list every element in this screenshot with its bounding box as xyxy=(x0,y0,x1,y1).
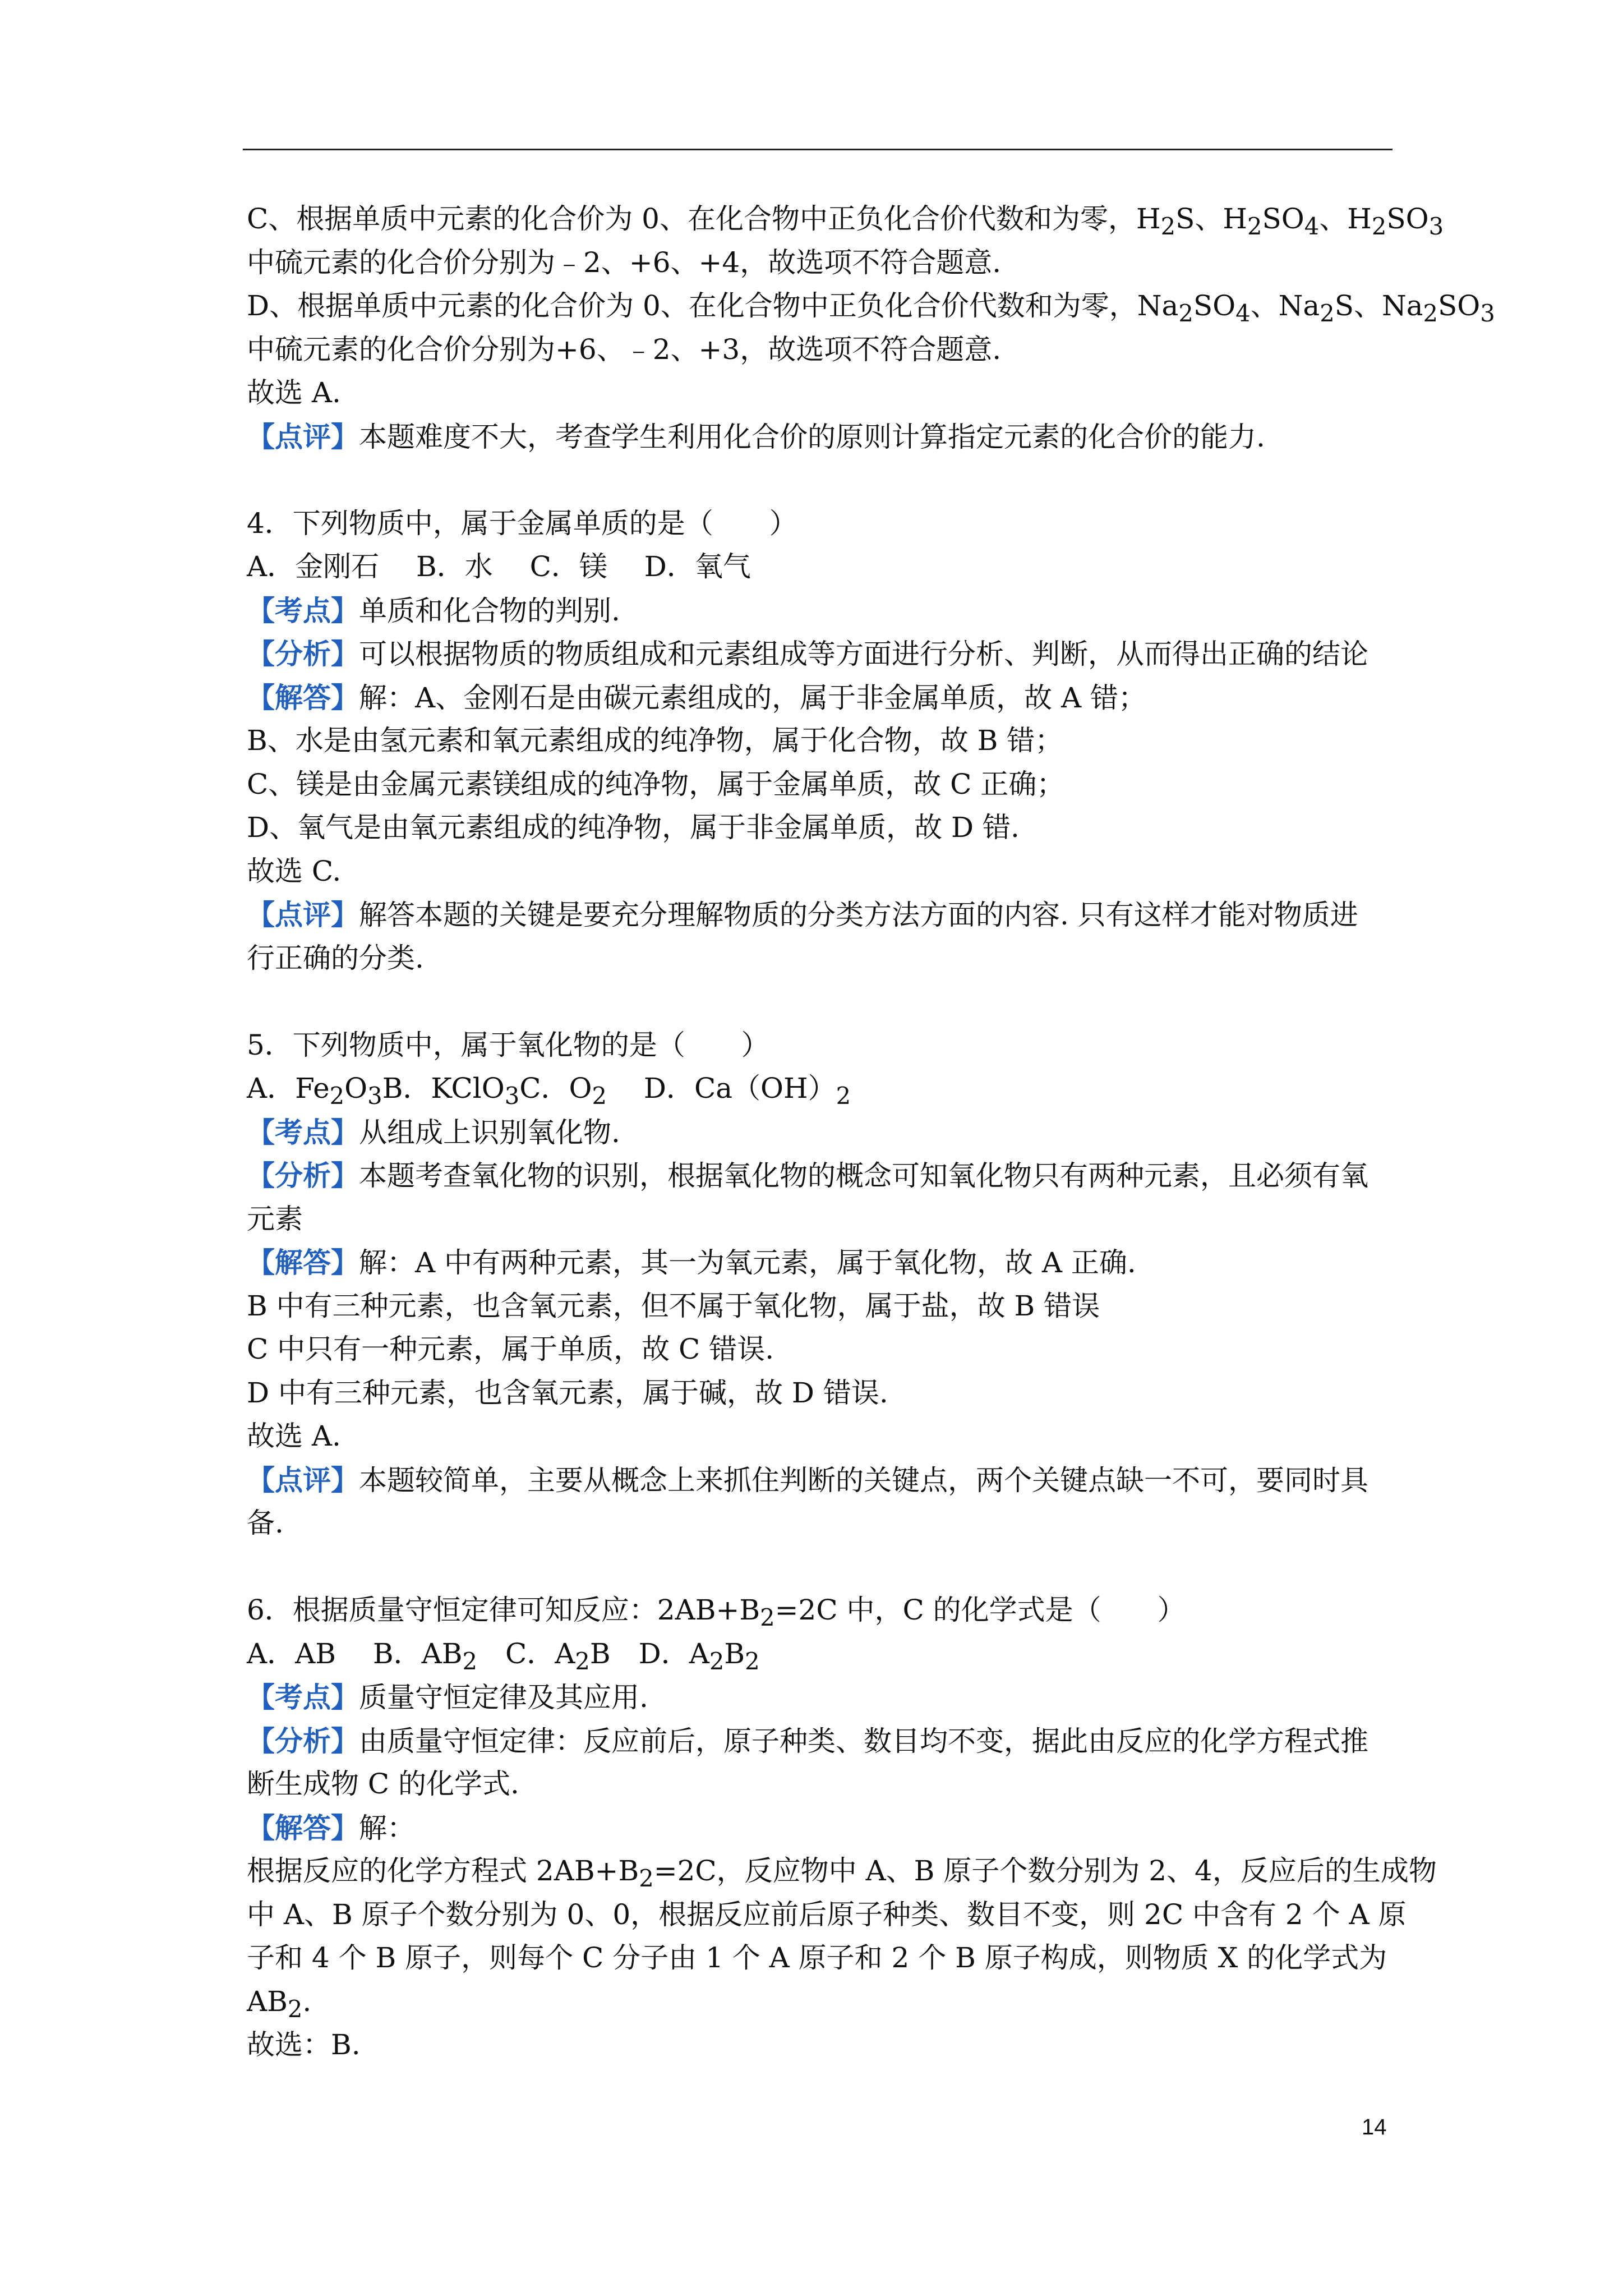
q4-line-c: C、镁是由金属元素镁组成的纯净物，属于金属单质，故 C 正确； xyxy=(247,767,1065,800)
q5-jieda: 【解答】解：A 中有两种元素，其一为氧元素，属于氧化物，故 A 正确. xyxy=(247,1246,1136,1279)
dianping-tag: 【点评】 xyxy=(247,420,359,453)
q6-stem: 6．根据质量守恒定律可知反应：$2AB+B_2=2C$ 中，C 的化学式是（ ） xyxy=(247,1594,1186,1631)
q5-fenxi-2: 元素 xyxy=(247,1202,303,1235)
q3-d-line-2: 中硫元素的化合价分别为+6、﹣2、+3，故选项不符合题意. xyxy=(247,333,1002,366)
jieda-tag: 【解答】 xyxy=(247,1811,359,1844)
q4-fenxi: 【分析】可以根据物质的物质组成和元素组成等方面进行分析、判断，从而得出正确的结论 xyxy=(247,637,1368,670)
q5-dianping-1: 【点评】本题较简单，主要从概念上来抓住判断的关键点，两个关键点缺一不可，要同时具 xyxy=(247,1463,1368,1497)
q5-dianping-2: 备. xyxy=(247,1507,284,1539)
fenxi-tag: 【分析】 xyxy=(247,1724,359,1757)
q5-line-c: C 中只有一种元素，属于单质，故 C 错误. xyxy=(247,1333,774,1365)
jieda-tag: 【解答】 xyxy=(247,680,359,714)
dianping-tag: 【点评】 xyxy=(247,1463,359,1497)
q4-line-b: B、水是由氢元素和氧元素组成的纯净物，属于化合物，故 B 错； xyxy=(247,724,1063,757)
q4-options: A．金刚石 B．水 C．镁 D．氧气 xyxy=(247,550,751,583)
fenxi-tag: 【分析】 xyxy=(247,637,359,670)
kaodian-tag: 【考点】 xyxy=(247,1115,359,1149)
jieda-tag: 【解答】 xyxy=(247,1246,359,1279)
q5-fenxi-1: 【分析】本题考查氧化物的识别，根据氧化物的概念可知氧化物只有两种元素，且必须有氧 xyxy=(247,1159,1368,1192)
q3-c-line-1: C、根据单质中元素的化合价为 0、在化合物中正负化合价代数和为零，$H_2S$、$H_2SO_4$、$H_2SO_3$ xyxy=(247,203,1444,240)
q6-kaodian: 【考点】质量守恒定律及其应用. xyxy=(247,1681,648,1714)
q5-stem: 5．下列物质中，属于氧化物的是（ ） xyxy=(247,1028,769,1061)
q4-dianping-1: 【点评】解答本题的关键是要充分理解物质的分类方法方面的内容. 只有这样才能对物质进 xyxy=(247,898,1358,931)
page-number: 14 xyxy=(1362,2115,1387,2139)
dianping-tag: 【点评】 xyxy=(247,898,359,931)
fenxi-tag: 【分析】 xyxy=(247,1159,359,1192)
q5-line-d: D 中有三种元素，也含氧元素，属于碱，故 D 错误. xyxy=(247,1376,888,1409)
q6-fenxi-1: 【分析】由质量守恒定律：反应前后，原子种类、数目均不变，据此由反应的化学方程式推 xyxy=(247,1724,1368,1757)
q4-dianping-2: 行正确的分类. xyxy=(247,941,424,974)
q5-kaodian: 【考点】从组成上识别氧化物. xyxy=(247,1115,620,1149)
q5-line-b: B 中有三种元素，也含氧元素，但不属于氧化物，属于盐，故 B 错误 xyxy=(247,1289,1100,1322)
header-rule xyxy=(243,149,1393,150)
q6-options: A．AB B．$AB_2$ C．$A_2B$ D．$A_2B_2$ xyxy=(247,1637,760,1675)
kaodian-tag: 【考点】 xyxy=(247,593,359,627)
page-content xyxy=(247,197,1495,2067)
q6-jieda: 【解答】解： xyxy=(247,1811,415,1844)
q3-c-line-2: 中硫元素的化合价分别为﹣2、+6、+4，故选项不符合题意. xyxy=(247,246,1002,279)
q5-answer: 故选 A. xyxy=(247,1420,341,1452)
q3-d-line-1: D、根据单质中元素的化合价为 0、在化合物中正负化合价代数和为零，$Na_2SO_4$、$Na_2S$、$Na_2SO_3$ xyxy=(247,289,1495,327)
q6-body-3: 子和 4 个 B 原子，则每个 C 分子由 1 个 A 原子和 2 个 B 原子构成，则物质 X 的化学式为 xyxy=(247,1941,1387,1974)
q3-dianping: 【点评】本题难度不大，考查学生利用化合价的原则计算指定元素的化合价的能力. xyxy=(247,420,1265,453)
q6-fenxi-2: 断生成物 C 的化学式. xyxy=(247,1768,519,1800)
q3-answer: 故选 A. xyxy=(247,376,341,409)
q4-kaodian: 【考点】单质和化合物的判别. xyxy=(247,593,620,627)
q4-answer: 故选 C. xyxy=(247,854,342,887)
q4-stem: 4．下列物质中，属于金属单质的是（ ） xyxy=(247,507,797,540)
kaodian-tag: 【考点】 xyxy=(247,1681,359,1714)
q6-answer: 故选：B. xyxy=(247,2028,361,2061)
q6-body-2: 中 A、B 原子个数分别为 0、0，根据反应前后原子种类、数目不变，则 2C 中含有 2 个 A 原 xyxy=(247,1898,1407,1931)
q5-options: A．$Fe_2O_3B$．KClO$_3$C．$O_2$ D．$Ca(OH)_2$ xyxy=(247,1072,851,1110)
q6-body-4: $AB_2$. xyxy=(247,1985,312,2023)
q6-body-1: 根据反应的化学方程式 $2AB+B_2=2C$，反应物中 A、B 原子个数分别为 2、4，反应后的生成物 xyxy=(247,1855,1437,1892)
q4-line-d: D、氧气是由氧元素组成的纯净物，属于非金属单质，故 D 错. xyxy=(247,811,1020,844)
q4-jieda: 【解答】解：A、金刚石是由碳元素组成的，属于非金属单质，故 A 错； xyxy=(247,680,1147,714)
